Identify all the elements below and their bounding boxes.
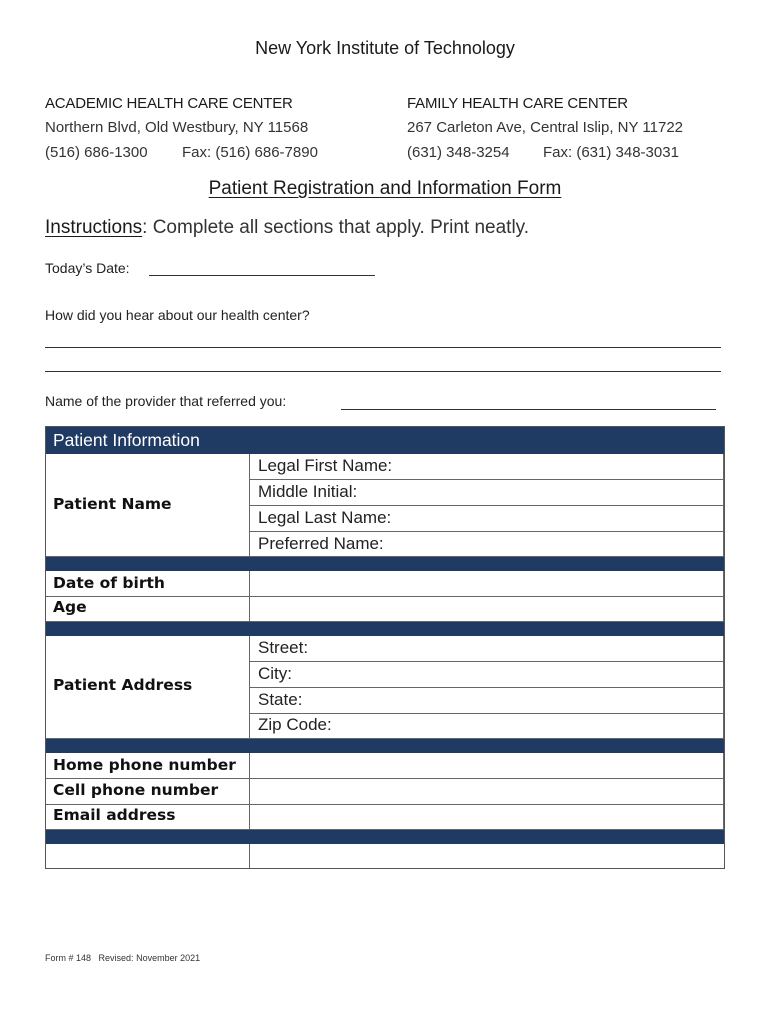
preferred-name-field[interactable]: Preferred Name:	[250, 532, 724, 557]
family-center-name: FAMILY HEALTH CARE CENTER	[407, 95, 628, 112]
email-label: Email address	[53, 806, 176, 824]
age-label: Age	[53, 598, 87, 616]
home-phone-label-cell	[46, 753, 250, 779]
hear-about-answer-line-2[interactable]	[45, 371, 721, 372]
dob-label-cell	[46, 571, 250, 597]
instructions-text: : Complete all sections that apply. Print neatly.	[142, 217, 530, 238]
dob-field[interactable]	[250, 571, 724, 597]
academic-center-phone: (516) 686-1300	[45, 144, 148, 161]
divider-band	[46, 739, 724, 753]
blank-field[interactable]	[250, 844, 724, 868]
street-field[interactable]: Street:	[250, 636, 724, 662]
cell-phone-label: Cell phone number	[53, 781, 219, 799]
patient-info-table	[45, 426, 725, 869]
home-phone-field[interactable]	[250, 753, 724, 779]
institution-name: New York Institute of Technology	[255, 38, 515, 58]
revised-date: Revised: November 2021	[98, 953, 201, 963]
dob-label: Date of birth	[53, 574, 165, 592]
todays-date-label: Today’s Date:	[45, 260, 130, 276]
first-name-field[interactable]: Legal First Name:	[250, 454, 724, 480]
referring-provider-label: Name of the provider that referred you:	[45, 393, 287, 409]
email-label-cell	[46, 805, 250, 830]
cell-phone-field[interactable]	[250, 779, 724, 805]
table-header	[46, 427, 724, 454]
divider-band	[46, 557, 724, 571]
family-center-phone: (631) 348-3254	[407, 144, 510, 161]
blank-label-cell	[46, 844, 250, 868]
address-label-cell	[46, 636, 250, 739]
todays-date-line[interactable]	[149, 275, 375, 276]
form-footer	[45, 953, 200, 963]
city-field[interactable]: City:	[250, 662, 724, 688]
zip-code-field[interactable]: Zip Code:	[250, 714, 724, 739]
patient-name-label-cell	[46, 454, 250, 557]
cell-phone-label-cell	[46, 779, 250, 805]
family-center-fax: Fax: (631) 348-3031	[543, 144, 679, 161]
instructions	[45, 217, 529, 239]
hear-about-answer-line-1[interactable]	[45, 347, 721, 348]
academic-center-fax: Fax: (516) 686-7890	[182, 144, 318, 161]
section-title: Patient Information	[53, 430, 200, 450]
academic-center-address: Northern Blvd, Old Westbury, NY 11568	[45, 119, 309, 136]
instructions-label: Instructions	[45, 217, 143, 238]
age-label-cell	[46, 597, 250, 622]
form-number: Form # 148	[45, 953, 92, 963]
referring-provider-line[interactable]	[341, 409, 716, 410]
middle-initial-field[interactable]: Middle Initial:	[250, 480, 724, 506]
family-center-address: 267 Carleton Ave, Central Islip, NY 11722	[407, 119, 684, 136]
home-phone-label: Home phone number	[53, 756, 236, 774]
form-title: Patient Registration and Information Form	[208, 178, 562, 199]
divider-band	[46, 622, 724, 636]
academic-center-name: ACADEMIC HEALTH CARE CENTER	[45, 95, 293, 112]
patient-name-label: Patient Name	[53, 495, 172, 513]
last-name-field[interactable]: Legal Last Name:	[250, 506, 724, 532]
address-label: Patient Address	[53, 676, 193, 694]
divider-band	[46, 830, 724, 844]
hear-about-question: How did you hear about our health center?	[45, 307, 310, 323]
email-field[interactable]	[250, 805, 724, 830]
state-field[interactable]: State:	[250, 688, 724, 714]
age-field[interactable]	[250, 597, 724, 622]
